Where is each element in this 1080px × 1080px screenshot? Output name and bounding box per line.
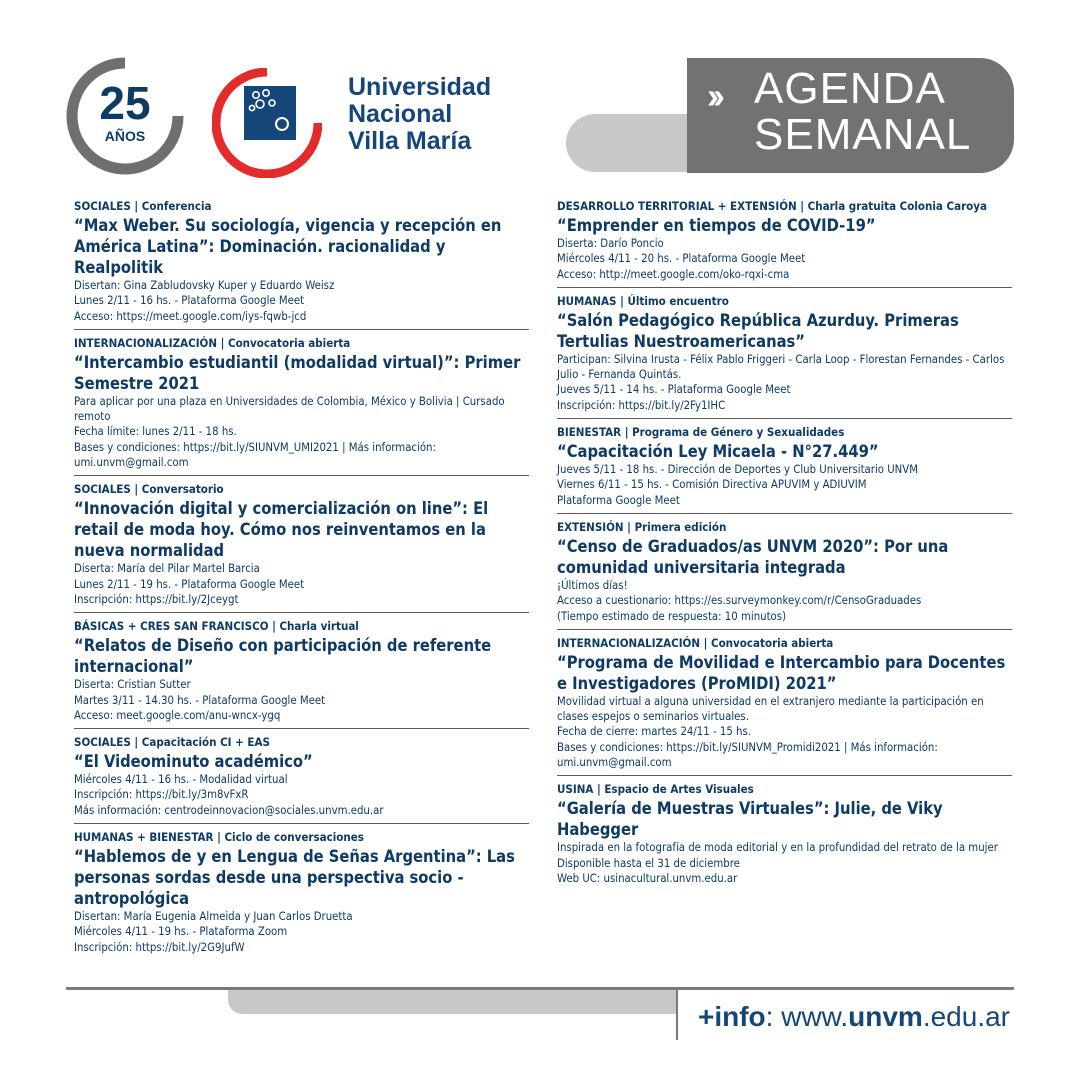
event-detail: Plataforma Google Meet [557,493,680,507]
event-category: EXTENSIÓN | Primera edición [557,519,727,534]
footer-info-prefix: +info [698,1001,766,1032]
event-link[interactable]: Inscripción: https://bit.ly/2Jceygt [74,592,239,606]
event-title: “Salón Pedagógico República Azurduy. Primeras Tertulias Nuestroamericanas” [557,310,959,351]
left-column [74,199,529,966]
agenda-title-line-2: SEMANAL [754,110,972,159]
event-link[interactable]: Acceso: https://meet.google.com/iys-fqwb-jcd [74,309,307,323]
event-detail: Miércoles 4/11 - 20 hs. - Plataforma Google Meet [557,252,806,266]
event-detail: Miércoles 4/11 - 19 hs. - Plataforma Zoom [74,925,288,939]
event-title: “Galería de Muestras Virtuales”: Julie, de Viky Habegger [557,799,943,840]
event-category: INTERNACIONALIZACIÓN | Convocatoria abierta [557,635,834,650]
event-title: “Capacitación Ley Micaela - N°27.449” [557,442,879,462]
event-link[interactable]: Web UC: usinacultural.unvm.edu.ar [557,871,738,885]
event-link[interactable]: Acceso: meet.google.com/anu-wncx-ygq [74,708,281,722]
event-title: “Innovación digital y comercialización on line”: El retail de moda hoy. Cómo nos reinventamos en la nueva normalidad [74,499,489,561]
event-item [557,199,1012,288]
university-name-line-2: Nacional [348,100,453,128]
footer-info-sep: : www. [765,1001,849,1032]
event-link[interactable]: Bases y condiciones: https://bit.ly/SIUNVM_UMI2021 | Más información: umi.unvm@gmail.com [74,440,436,470]
event-category: SOCIALES | Conferencia [74,199,212,213]
event-item [557,636,1012,776]
university-name-line-1: Universidad [348,73,492,101]
event-detail: Disertan: Gina Zabludovsky Kuper y Eduardo Weisz [74,279,335,292]
event-category: HUMANAS + BIENESTAR | Ciclo de conversaciones [74,830,364,845]
event-link[interactable]: Inscripción: https://bit.ly/2G9JufW [74,940,245,954]
event-item [74,619,529,729]
event-title: “Intercambio estudiantil (modalidad virtual)”: Primer Semestre 2021 [74,352,521,393]
event-link[interactable]: Inscripción: https://bit.ly/3m8vFxR [74,788,249,802]
event-item [74,735,529,824]
event-category: BIENESTAR | Programa de Género y Sexualidades [557,425,845,440]
footer-gray-bar [228,990,676,1014]
event-item [74,199,529,330]
event-item [74,482,529,613]
event-category: DESARROLLO TERRITORIAL + EXTENSIÓN | Charla gratuita Colonia Caroya [557,199,988,213]
event-detail: Viernes 6/11 - 15 hs. - Comisión Directiva APUVIM y ADIUVIM [557,478,867,492]
event-detail: Diserta: Cristian Sutter [74,678,191,692]
event-category: BÁSICAS + CRES SAN FRANCISCO | Charla virtual [74,619,359,634]
anniversary-badge [66,57,184,175]
event-item [557,425,1012,514]
event-detail: Lunes 2/11 - 16 hs. - Plataforma Google Meet [74,294,305,308]
footer-website-link[interactable] [698,1000,1010,1034]
event-title: “El Videominuto académico” [74,752,313,772]
event-link[interactable]: Inscripción: https://bit.ly/2Fy1IHC [557,398,726,412]
university-emblem-icon [212,68,322,178]
event-detail: Participan: Silvina Irusta - Félix Pablo Friggeri - Carla Loop - Florestan Fernandes - Carlos Julio - Fernanda Quintás. [557,352,1005,382]
event-link[interactable]: Acceso: http://meet.google.com/oko-rqxi-cma [557,267,790,281]
footer-info-domain: unvm [848,1001,923,1032]
event-detail: Diserta: Darío Poncio [557,237,664,250]
event-category: HUMANAS | Último encuentro [557,293,729,308]
agenda-banner [687,58,1014,173]
event-category: USINA | Espacio de Artes Visuales [557,782,754,797]
event-detail: ¡Últimos días! [557,578,628,592]
event-item [557,520,1012,630]
event-category: SOCIALES | Conversatorio [74,482,224,497]
event-category: SOCIALES | Capacitación CI + EAS [74,735,270,750]
agenda-title-line-1: AGENDA [754,64,946,113]
event-detail: Inspirada en la fotografía de moda editorial y en la profundidad del retrato de la mujer [557,841,998,855]
event-title: “Max Weber. Su sociología, vigencia y recepción en América Latina”: Dominación. racionalidad y Realpolitik [74,216,502,277]
event-detail: Diserta: María del Pilar Martel Barcia [74,562,260,576]
event-title: “Programa de Movilidad e Intercambio para Docentes e Investigadores (ProMIDI) 2021” [557,652,1006,693]
event-item [74,336,529,476]
university-name [348,74,491,155]
event-detail: Disponible hasta el 31 de diciembre [557,856,740,870]
anniversary-ring-icon [66,57,184,175]
event-title: “Censo de Graduados/as UNVM 2020”: Por una comunidad universitaria integrada [557,536,949,577]
university-logo [212,68,322,178]
event-item [74,830,529,960]
event-title: “Hablemos de y en Lengua de Señas Argentina”: Las personas sordas desde una perspectiva socio - antropológica [74,847,515,909]
event-detail: Jueves 5/11 - 18 hs. - Dirección de Deportes y Club Universitario UNVM [557,463,918,477]
event-title: “Relatos de Diseño con participación de referente internacional” [74,636,492,677]
event-link[interactable]: Acceso a cuestionario: https://es.surveymonkey.com/r/CensoGraduades [557,594,922,608]
event-detail: Disertan: María Eugenia Almeida y Juan Carlos Druetta [74,910,353,924]
event-detail: Fecha límite: lunes 2/11 - 18 hs. [74,425,237,439]
anniversary-number: 25 [99,77,151,129]
event-detail: Jueves 5/11 - 14 hs. - Plataforma Google Meet [557,383,791,397]
event-category: INTERNACIONALIZACIÓN | Convocatoria abierta [74,335,351,350]
event-detail: Movilidad virtual a alguna universidad en el extranjero mediante la participación en clases espejos o seminarios virtuales. [557,694,984,724]
event-detail: Lunes 2/11 - 19 hs. - Plataforma Google Meet [74,577,305,591]
event-item [557,782,1012,891]
event-detail: Para aplicar por una plaza en Universidades de Colombia, México y Bolivia | Cursado remoto [74,394,505,424]
event-detail: (Tiempo estimado de respuesta: 10 minutos) [557,609,787,623]
double-chevron-right-icon: ›› [707,75,719,116]
event-detail: Fecha de cierre: martes 24/11 - 15 hs. [557,725,751,739]
anniversary-label: AÑOS [104,128,146,144]
footer-info-suffix: .edu.ar [922,1001,1010,1032]
event-detail: Miércoles 4/11 - 16 hs. - Modalidad virtual [74,773,288,787]
university-name-line-3: Villa María [348,127,472,155]
event-title: “Emprender en tiempos de COVID-19” [557,216,876,235]
event-item [557,294,1012,419]
event-link[interactable]: Más información: centrodeinnovacion@sociales.unvm.edu.ar [74,803,384,817]
footer-separator [676,990,678,1040]
agenda-title [754,66,971,158]
right-column [557,199,1012,897]
event-link[interactable]: Bases y condiciones: https://bit.ly/SIUNVM_Promidi2021 | Más información: umi.unvm@gmail.com [557,740,938,770]
event-detail: Martes 3/11 - 14.30 hs. - Plataforma Google Meet [74,693,326,707]
